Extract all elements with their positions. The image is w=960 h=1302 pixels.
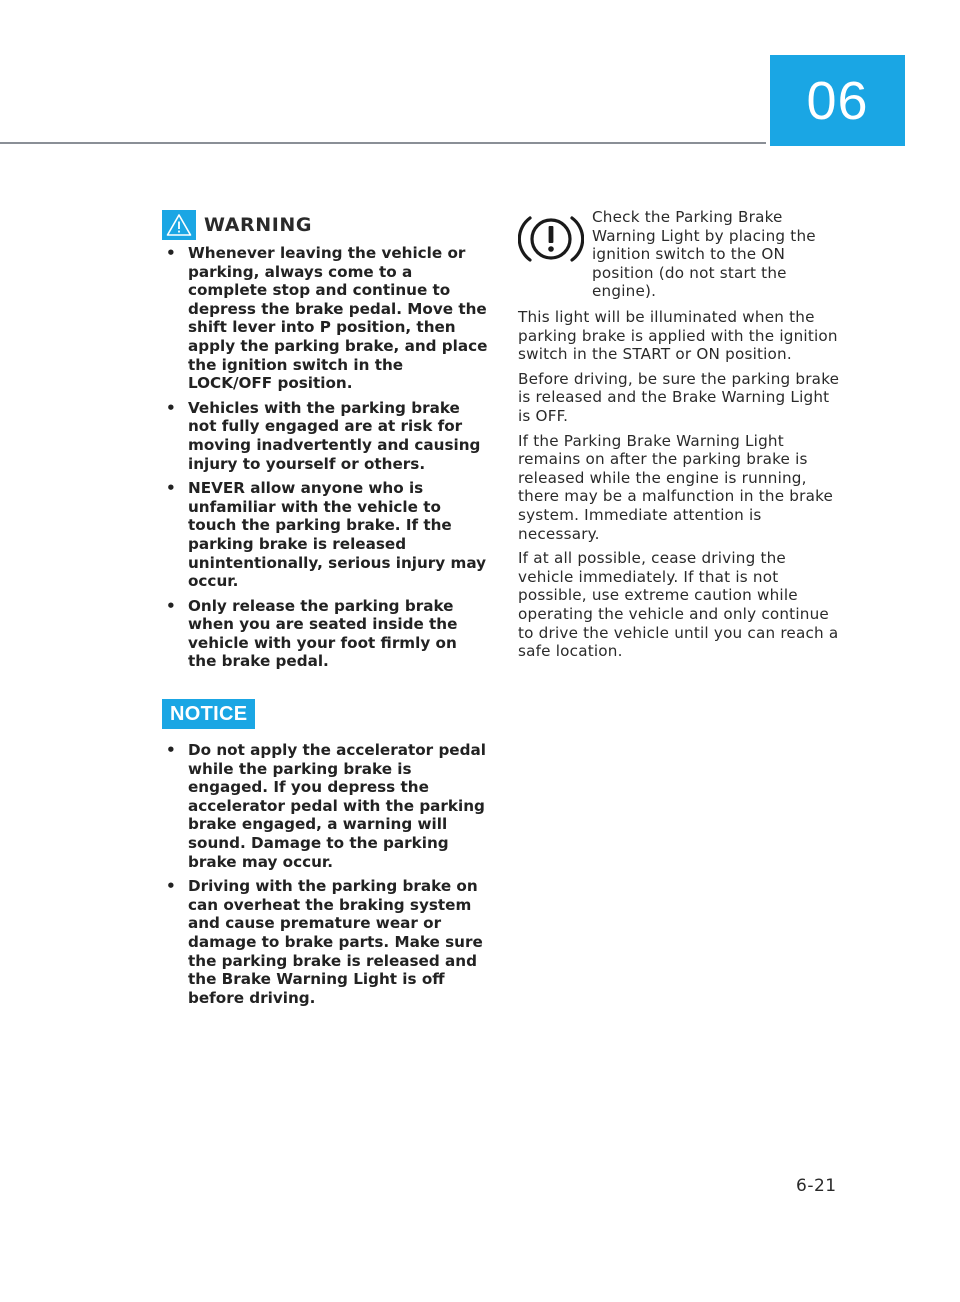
paragraph: If the Parking Brake Warning Light remains on after the parking brake is released while the engine is running, there may be a malfunction in the brake system. Immediate attention is necessary.: [518, 431, 834, 543]
list-item: [162, 399, 488, 473]
list-item: [162, 877, 488, 1007]
paragraph: Before driving, be sure the parking brake is released and the Brake Warning Light is OFF.: [518, 369, 840, 425]
warning-list: [162, 244, 488, 671]
page-number: 6-21: [796, 1176, 837, 1196]
indicator-text: Check the Parking Brake Warning Light by placing the ignition switch to the ON position (do not start the engine).: [592, 208, 816, 301]
bullet: •: [166, 596, 176, 615]
warning-triangle-icon: [162, 210, 196, 240]
right-column: [518, 208, 844, 667]
left-column: [162, 210, 488, 1013]
list-item: [162, 741, 488, 871]
indicator-block: [518, 208, 844, 308]
bullet: •: [166, 398, 176, 417]
chapter-tab: 06: [770, 55, 905, 146]
warning-item-text: Only release the parking brake when you are seated inside the vehicle with your foot firmly on the brake pedal.: [188, 596, 458, 671]
list-item: [162, 597, 488, 671]
bullet: •: [166, 741, 176, 760]
notice-item-text: Do not apply the accelerator pedal while the parking brake is engaged. If you depress the accelerator pedal with the parking brake engaged, a warning will sound. Damage to the parking brake may occur.: [188, 741, 486, 871]
bullet: •: [166, 877, 176, 896]
bullet: •: [166, 479, 176, 498]
warning-title: WARNING: [204, 214, 313, 236]
notice-item-text: Driving with the parking brake on can overheat the braking system and cause premature wear or damage to brake parts. Make sure the parking brake is released and the Brake Warning Light is off before driving.: [188, 877, 483, 1007]
notice-badge: NOTICE: [162, 699, 255, 729]
header-rule: [0, 142, 766, 144]
notice-list: [162, 741, 488, 1007]
warning-item-text: Whenever leaving the vehicle or parking, always come to a complete stop and continue to depress the brake pedal. Move the shift lever into P position, then apply the parking brake, and place the ignition switch in the LOCK/OFF position.: [188, 244, 488, 393]
paragraph: This light will be illuminated when the parking brake is applied with the ignition switch in the START or ON position.: [518, 308, 838, 364]
warning-header: [162, 210, 488, 240]
warning-item-text: Vehicles with the parking brake not fully engaged are at risk for moving inadvertently and causing injury to yourself or others.: [188, 398, 481, 473]
paragraph: If at all possible, cease driving the vehicle immediately. If that is not possible, use extreme caution while operating the vehicle and only continue to drive the vehicle until you can reach a safe location.: [518, 549, 839, 661]
list-item: [162, 244, 488, 393]
list-item: [162, 479, 488, 591]
brake-warning-light-icon: [518, 208, 584, 270]
warning-item-text: NEVER allow anyone who is unfamiliar with the vehicle to touch the parking brake. If the parking brake is released unintentionally, serious injury may occur.: [188, 479, 486, 591]
bullet: •: [166, 244, 176, 262]
